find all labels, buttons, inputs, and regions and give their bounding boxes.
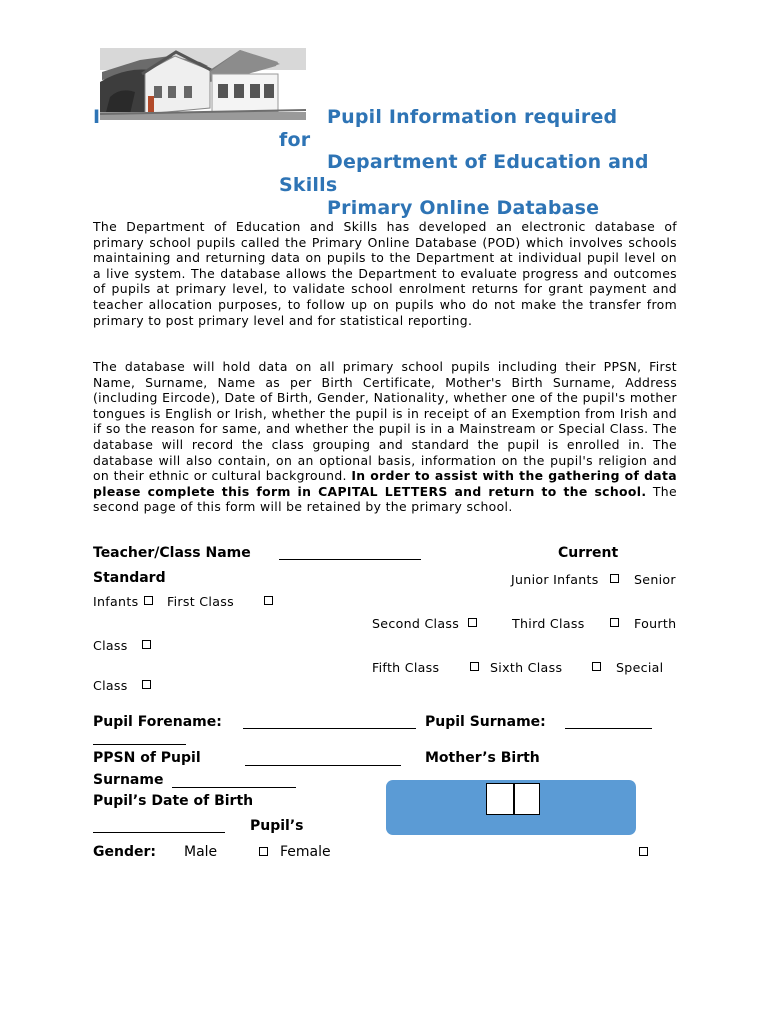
fourth-class-label-a: Fourth: [634, 616, 677, 631]
pupils-label: Pupil’s: [250, 818, 304, 834]
standard-label: Standard: [93, 570, 166, 586]
details-instruction: In order to assist with the gathering of data please complete this form in CAPITAL LETTERS and return to the school.: [93, 468, 677, 499]
pupil-surname-field[interactable]: [565, 716, 652, 729]
title-fragment-letter: I: [93, 106, 101, 128]
pupil-forename-label: Pupil Forename:: [93, 714, 222, 730]
junior-infants-label: Junior Infants: [511, 572, 599, 587]
page-title-line-3: Primary Online Database: [327, 197, 600, 219]
details-paragraph: [93, 359, 677, 515]
female-checkbox[interactable]: [639, 847, 648, 856]
page-title-line-1: Pupil Information required: [327, 106, 618, 128]
mothers-birth-surname-field[interactable]: [172, 775, 296, 788]
digit-cell-divider: [513, 784, 515, 814]
senior-infants-checkbox[interactable]: [144, 596, 153, 605]
intro-paragraph: The Department of Education and Skills has developed an electronic database of primary school pupils called the Primary Online Database (POD) which involves schools maintaining and returning data on pupils to the Department at individual pupil level on a live system. The database allows the Department to evaluate progress and outcomes of pupils at primary level, to validate school enrolment returns for grant payment and teacher allocation purposes, to follow up on pupils who do not make the transfer from primary to post primary level and for statistical reporting.: [93, 219, 677, 328]
first-class-checkbox[interactable]: [264, 596, 273, 605]
pupil-surname-label: Pupil Surname:: [425, 714, 546, 730]
special-class-checkbox[interactable]: [142, 680, 151, 689]
special-class-label-b: Class: [93, 678, 128, 693]
teacher-class-label: Teacher/Class Name: [93, 545, 251, 561]
fourth-class-checkbox[interactable]: [142, 640, 151, 649]
female-label: Female: [280, 844, 331, 860]
page-title-line-2: Department of Education and: [327, 151, 649, 173]
third-class-label: Third Class: [512, 616, 585, 631]
sixth-class-label: Sixth Class: [490, 660, 563, 675]
details-tail: The second page of this form will be retained by the primary school.: [93, 483, 677, 515]
fifth-class-label: Fifth Class: [372, 660, 440, 675]
page-title-word-for: for: [279, 129, 311, 151]
digit-cells[interactable]: [486, 783, 540, 815]
pupil-surname-field-cont[interactable]: [93, 732, 186, 745]
gender-label: Gender:: [93, 844, 156, 860]
pupil-forename-field[interactable]: [243, 716, 416, 729]
senior-infants-label-b: Infants: [93, 594, 139, 609]
dob-field[interactable]: [93, 820, 225, 833]
fourth-class-label-b: Class: [93, 638, 128, 653]
school-building-logo: [100, 42, 306, 120]
teacher-class-field[interactable]: [279, 547, 421, 560]
second-class-label: Second Class: [372, 616, 460, 631]
junior-infants-checkbox[interactable]: [610, 574, 619, 583]
third-class-checkbox[interactable]: [610, 618, 619, 627]
sixth-class-checkbox[interactable]: [592, 662, 601, 671]
dob-label: Pupil’s Date of Birth: [93, 793, 254, 809]
ppsn-label: PPSN of Pupil: [93, 750, 201, 766]
surname-label: Surname: [93, 772, 164, 788]
first-class-label: First Class: [167, 594, 234, 609]
senior-infants-label-a: Senior: [634, 572, 676, 587]
male-label: Male: [184, 844, 218, 860]
current-label: Current: [558, 545, 619, 561]
page-title-word-skills: Skills: [279, 174, 338, 196]
fifth-class-checkbox[interactable]: [470, 662, 479, 671]
ppsn-field[interactable]: [245, 753, 401, 766]
second-class-checkbox[interactable]: [468, 618, 477, 627]
special-class-label-a: Special: [616, 660, 664, 675]
details-text: The database will hold data on all primary school pupils including their PPSN, First Name, Surname, Name as per Birth Certificate, Mother's Birth Surname, Address (including Eircode), Date of Birth, Gender, Nationality, whether one of the pupil's mother tongues is English or Irish, whether the pupil is in receipt of an Exemption from Irish and if so the reason for same, and whether the pupil is in a Mainstream or Special Class. The database will record the class grouping and standard the pupil is enrolled in. The database will also contain, on an optional basis, information on the pupil's religion and on their ethnic or cultural background.: [93, 359, 677, 484]
mothers-birth-label: Mother’s Birth: [425, 750, 540, 766]
male-checkbox[interactable]: [259, 847, 268, 856]
